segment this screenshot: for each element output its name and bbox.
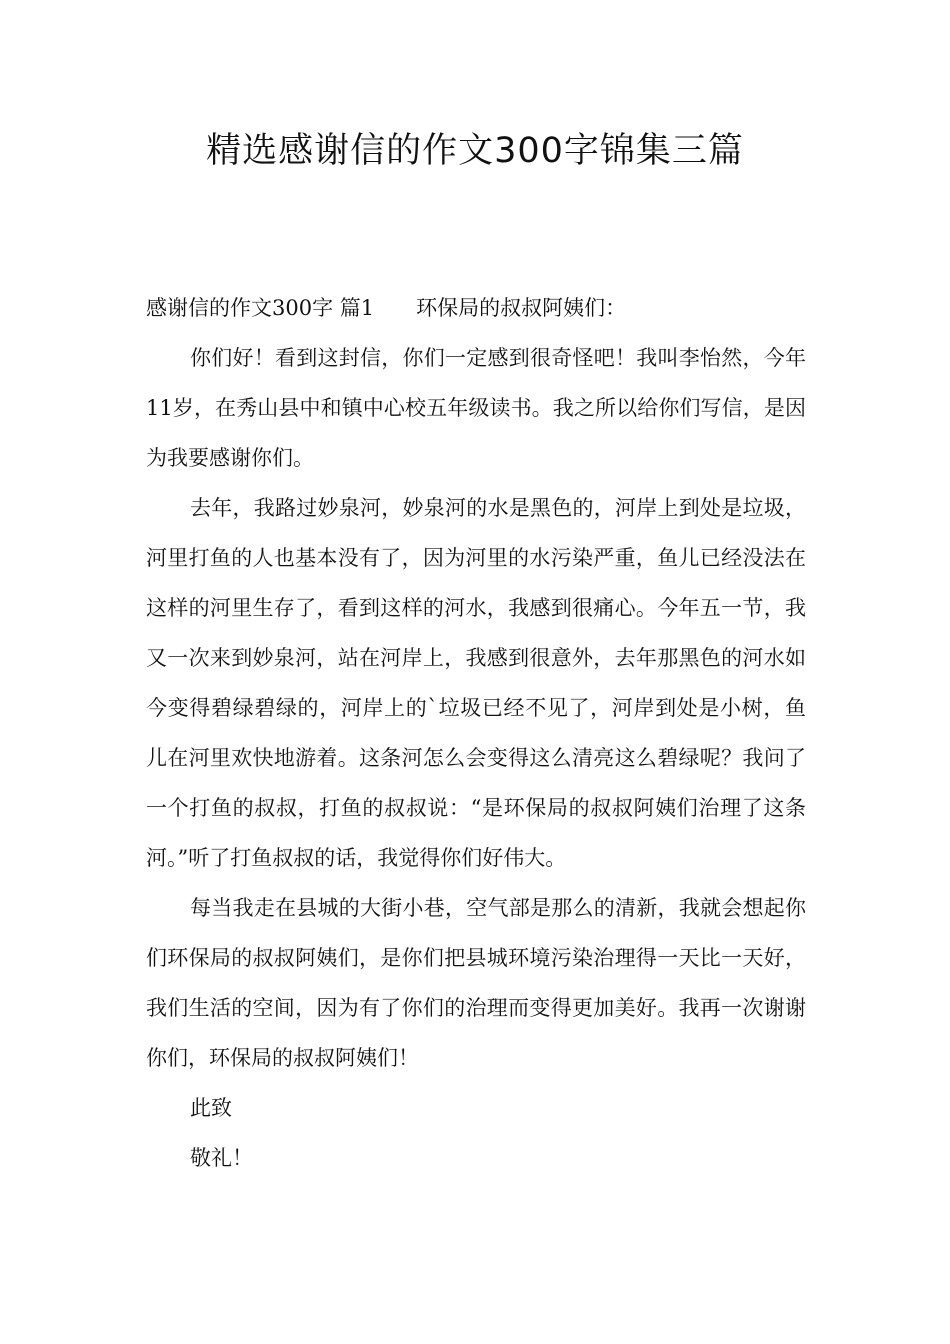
closing-line-2: 敬礼！ — [190, 1146, 253, 1170]
salutation: 环保局的叔叔阿姨们： — [416, 296, 627, 320]
paragraph-2: 去年，我路过妙泉河，妙泉河的水是黑色的，河岸上到处是垃圾，河里打鱼的人也基本没有了，因为河里的水污染严重，鱼儿已经没法在这样的河里生存了，看到这样的河水，我感到很痛心。今年五一节，我又一次来到妙泉河，站在河岸上，我感到很意外，去年那黑色的河水如今变得碧绿碧绿的，河岸上的`垃圾已经不见了，河岸到处是小树，鱼儿在河里欢快地游着。这条河怎么会变得这么清亮这么碧绿呢？我问了一个打鱼的叔叔，打鱼的叔叔说：“是环保局的叔叔阿姨们治理了这条河。”听了打鱼叔叔的话，我觉得你们好伟大。 — [146, 496, 806, 870]
document-title: 精选感谢信的作文300字锦集三篇 — [206, 131, 744, 171]
letter-body — [146, 283, 806, 1183]
paragraph-1: 你们好！看到这封信，你们一定感到很奇怪吧！我叫李怡然，今年11岁，在秀山县中和镇中心校五年级读书。我之所以给你们写信，是因为我要感谢你们。 — [146, 346, 806, 470]
section-label: 感谢信的作文300字 篇1 — [146, 296, 375, 320]
closing-line-1: 此致 — [190, 1096, 232, 1120]
letter-heading-line — [146, 283, 806, 333]
paragraph-3: 每当我走在县城的大街小巷，空气部是那么的清新，我就会想起你们环保局的叔叔阿姨们，是你们把县城环境污染治理得一天比一天好，我们生活的空间，因为有了你们的治理而变得更加美好。我再一次谢谢你们，环保局的叔叔阿姨们！ — [146, 896, 806, 1070]
